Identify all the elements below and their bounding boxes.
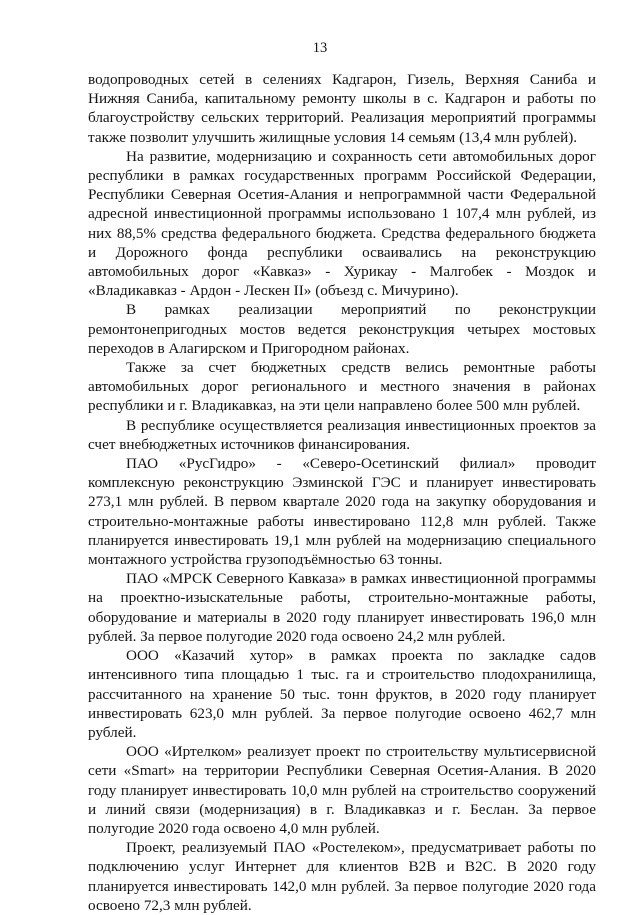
paragraph-road-repair: Также за счет бюджетных средств велись ремонтные работы автомобильных дорог регионального и местного значения в районах республики и г. Владикавказ, на эти цели направлено более 500 млн рублей. bbox=[88, 359, 596, 415]
page-number: 13 bbox=[312, 40, 328, 56]
paragraph-bridges: В рамках реализации мероприятий по реконструкции ремонтонепригодных мостов ведется реконструкция четырех мостовых переходов в Алагирском и Пригородном районах. bbox=[88, 301, 596, 357]
paragraph-kazachiy-khutor: ООО «Казачий хутор» в рамках проекта по закладке садов интенсивного типа площадью 1 тыс. га и строительство плодохранилища, рассчитанного на хранение 50 тыс. тонн фруктов, в 2020 году планирует инвестировать 623,0 млн рублей. За первое полугодие освоено 462,7 млн рублей. bbox=[88, 647, 596, 741]
paragraph-roads: На развитие, модернизацию и сохранность сети автомобильных дорог республики в рамках государственных программ Российской Федерации, Республики Северная Осетия-Алания и непрограммной части Федеральной адресной инвестиционной программы использовано 1 107,4 млн рублей, из них 88,5% средства федерального бюджета. Средства федерального бюджета и Дорожного фонда республики осваивались на реконструкцию автомобильных дорог «Кавказ» - Хурикау - Малгобек - Моздок и «Владикавказ - Ардон - Лескен II» (объезд с. Мичурино). bbox=[88, 147, 596, 300]
paragraph-rushydro: ПАО «РусГидро» - «Северо-Осетинский филиал» проводит комплексную реконструкцию Эзминской ГЭС и планирует инвестировать 273,1 млн рублей. В первом квартале 2020 года на закупку оборудования и строительно-монтажные работы инвестировано 112,8 млн рублей. Также планируется инвестировать 19,1 млн рублей на модернизацию специального монтажного устройства грузоподъёмностью 63 тонны. bbox=[88, 455, 596, 569]
paragraph-rostelecom: Проект, реализуемый ПАО «Ростелеком», предусматривает работы по подключению услуг Интернет для клиентов B2B и B2C. В 2020 году планируется инвестировать 142,0 млн рублей. За первое полугодие 2020 года освоено 72,3 млн рублей. bbox=[88, 839, 596, 914]
paragraph-mrsk: ПАО «МРСК Северного Кавказа» в рамках инвестиционной программы на проектно-изыскательные работы, строительно-монтажные работы, оборудование и материалы в 2020 году планирует инвестировать 196,0 млн рублей. За первое полугодие 2020 года освоено 24,2 млн рублей. bbox=[88, 570, 596, 645]
paragraph-irtelkom: ООО «Иртелком» реализует проект по строительству мультисервисной сети «Smart» на территории Республики Северная Осетия-Алания. В 2020 году планирует инвестировать 10,0 млн рублей на строительство сооружений и линий связи (модернизация) в г. Владикавказ и г. Беслан. За первое полугодие 2020 года освоено 4,0 млн рублей. bbox=[88, 743, 596, 837]
document-body bbox=[88, 70, 596, 915]
paragraph-continuation: водопроводных сетей в селениях Кадгарон, Гизель, Верхняя Саниба и Нижняя Саниба, капитальному ремонту школы в с. Кадгарон и работы по благоустройству сельских территорий. Реализация мероприятий программы также позволит улучшить жилищные условия 14 семьям (13,4 млн рублей). bbox=[88, 71, 596, 146]
paragraph-investment-intro: В республике осуществляется реализация инвестиционных проектов за счет внебюджетных источников финансирования. bbox=[88, 416, 596, 453]
